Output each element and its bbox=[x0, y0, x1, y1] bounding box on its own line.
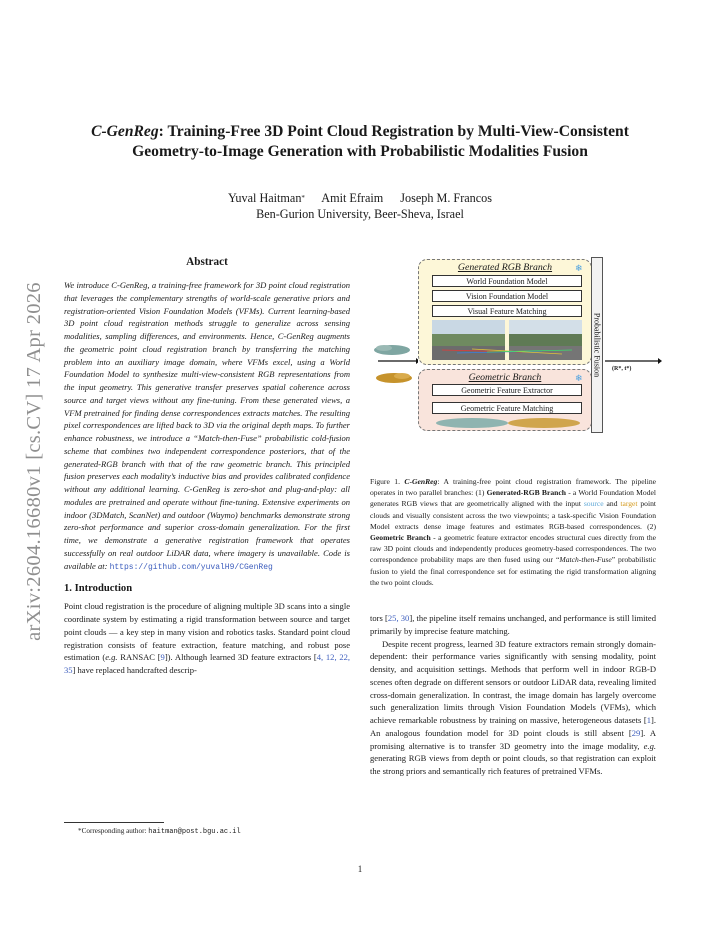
title-line2: Geometry-to-Image Generation with Probabilistic Modalities Fusion bbox=[132, 143, 588, 160]
geometric-feature-extractor-box: Geometric Feature Extractor bbox=[432, 384, 582, 396]
affiliation: Ben-Gurion University, Beer-Sheva, Israel bbox=[256, 207, 464, 221]
abstract-heading: Abstract bbox=[186, 256, 228, 268]
frozen-snowflake-icon: ❄ bbox=[575, 263, 583, 273]
figure-caption: Figure 1. C-GenReg: A training-free point cloud registration framework. The pipeline operates in two parallel branches: (1) Generated-RGB Branch - a World Foundation Model generates RGB views that are geometrically aligned with the input source and target point clouds and visually consistent across the two viewpoints; a task-specific Vision Foundation Model extracts dense image features and estimates RGB-based correspondences. (2) Geometric Branch - a geometric feature extractor encodes structural cues directly from the raw 3D point clouds and independently produces geometry-based correspondences. The two correspondence probability maps are then fused using our “Match-then-Fuse” probabilistic fusion to yield the final correspondence set for estimating the rigid transformation aligning the two point clouds. bbox=[370, 477, 656, 587]
vision-foundation-model-box: Vision Foundation Model bbox=[432, 290, 582, 302]
citation-link[interactable]: 25, 30 bbox=[387, 613, 410, 623]
title-line1: : Training-Free 3D Point Cloud Registration by Multi-View-Consistent bbox=[158, 123, 629, 140]
visual-feature-matching-box: Visual Feature Matching bbox=[432, 305, 582, 317]
world-foundation-model-box: World Foundation Model bbox=[432, 275, 582, 287]
rgb-branch-title: Generated RGB Branch bbox=[457, 262, 553, 273]
footnote-rule bbox=[64, 822, 164, 823]
intro-paragraph-2: tors [25, 30], the pipeline itself remains unchanged, and performance is still limited primarily by imprecise feature matching. bbox=[370, 613, 656, 636]
corresponding-mark: * bbox=[301, 194, 305, 202]
point-cloud-inputs-icon bbox=[372, 257, 418, 433]
author-list bbox=[70, 190, 650, 206]
output-arrow-icon bbox=[603, 257, 663, 433]
figure-1 bbox=[372, 257, 662, 432]
paper-title bbox=[70, 122, 650, 162]
authors-block bbox=[70, 190, 650, 222]
arxiv-id: arXiv:2604.16680v1 [cs.CV] 17 Apr 2026 bbox=[22, 281, 45, 641]
left-column bbox=[64, 256, 350, 677]
probabilistic-fusion-bar bbox=[591, 257, 603, 433]
output-transform-label: (R*, t*) bbox=[612, 366, 632, 372]
geometric-branch bbox=[418, 369, 592, 431]
source-label: source bbox=[583, 499, 604, 509]
geo-branch-title: Geometric Branch bbox=[468, 372, 542, 383]
footnote: *Corresponding author: haitman@post.bgu.ac.il bbox=[78, 827, 241, 836]
author-3: Joseph M. Francos bbox=[400, 191, 493, 205]
arxiv-stamp bbox=[21, 258, 47, 664]
generated-rgb-branch bbox=[418, 259, 592, 365]
citation-link[interactable]: 29 bbox=[631, 727, 641, 738]
geometric-matches-image bbox=[432, 416, 582, 430]
page-number: 1 bbox=[357, 864, 363, 874]
fusion-label: Probabilistic Fusion bbox=[592, 312, 602, 378]
code-link[interactable]: https://github.com/yuvalH9/CGenReg bbox=[109, 562, 273, 572]
author-2: Amit Efraim bbox=[321, 191, 384, 205]
footnote-email: haitman@post.bgu.ac.il bbox=[148, 828, 241, 836]
author-1: Yuval Haitman bbox=[227, 191, 302, 205]
geometric-feature-matching-box: Geometric Feature Matching bbox=[432, 402, 582, 414]
title-method-name: C-GenReg bbox=[91, 123, 159, 140]
intro-paragraph-3: Despite recent progress, learned 3D feature extractors remain strongly domain-dependent: their performance varies significantly with sensing modality, point density, and acquisition settings. Methods that perform well in indoor RGB-D scenes often degrade on different sensors or outdoor LiDAR data, revealing limited cross-domain generalization. In contrast, the image domain has largely overcome such generalization limits through Vision Foundation Models (VFMs), which achieve remarkable robustness by training on massive, heterogeneous datasets [1]. An analogous foundation model for 3D point clouds is still absent [29]. A promising alternative is to transfer 3D geometry into the image modality, e.g. generating RGB views from depth or point clouds, so that registration can exploit the strong priors and semantically rich features of pretrained VFMs. bbox=[370, 638, 656, 776]
frozen-snowflake-icon: ❄ bbox=[575, 373, 583, 383]
citation-link[interactable]: 1 bbox=[646, 715, 652, 725]
abstract-text bbox=[64, 279, 350, 574]
generated-views-image bbox=[432, 320, 582, 360]
citation-link[interactable]: 9 bbox=[160, 652, 165, 663]
right-column-text bbox=[370, 612, 656, 778]
intro-paragraph-1: Point cloud registration is the procedure of aligning multiple 3D scans into a single coordinate system by estimating a rigid transformation between source and target point clouds — a key step in many vision and robotics tasks. Standard point cloud registration consists of feature extraction, feature matching, and robust pose estimation (e.g. RANSAC [9]). Although learned 3D feature extractors [4, 12, 22, 35] have replaced handcrafted descrip- bbox=[64, 601, 350, 675]
intro-heading: 1. Introduction bbox=[64, 583, 133, 595]
abstract-body: We introduce C-GenReg, a training-free framework for 3D point cloud registration that leverages the complementary strengths of world-scale generative priors and registration-oriented Vision Foundation Models (VFMs). Current learning-based 3D point cloud registration methods struggle to generalize across sensing modalities, sampling differences, and environments. Hence, C-GenReg augments the geometric point cloud registration branch by transferring the matching problem into an auxiliary image domain, where VFMs excel, using a World Foundation Model to synthesize multi-view-consistent RGB representations from the input geometry. This generative transfer preserves spatial coherence across source and target views without any fine-tuning. From these generated views, a VFM pretrained for finding dense correspondences extracts matches. The resulting pixel correspondences are lifted back to 3D via the original depth maps. To further enhance robustness, we introduce a “Match-then-Fuse” probabilistic cold-fusion scheme that combines two independent correspondence posteriors, that of the generated-RGB branch with that of the raw geometric branch. This principled fusion preserves each modality’s inductive bias and provides calibrated confidence without any additional learning. C-GenReg is zero-shot and plug-and-play: all modules are pretrained and operate without fine-tuning. Extensive experiments on indoor (3DMatch, ScanNet) and outdoor (Waymo) benchmarks demonstrate strong zero-shot performance and superior cross-domain generalization. For the first time, we demonstrate a generative registration framework that operates successfully on real outdoor LiDAR data, where imagery is unavailable. Code is available at: bbox=[64, 280, 350, 571]
target-label: target bbox=[620, 499, 638, 509]
citation-link[interactable]: 4, 12, 22, 35 bbox=[64, 652, 350, 675]
